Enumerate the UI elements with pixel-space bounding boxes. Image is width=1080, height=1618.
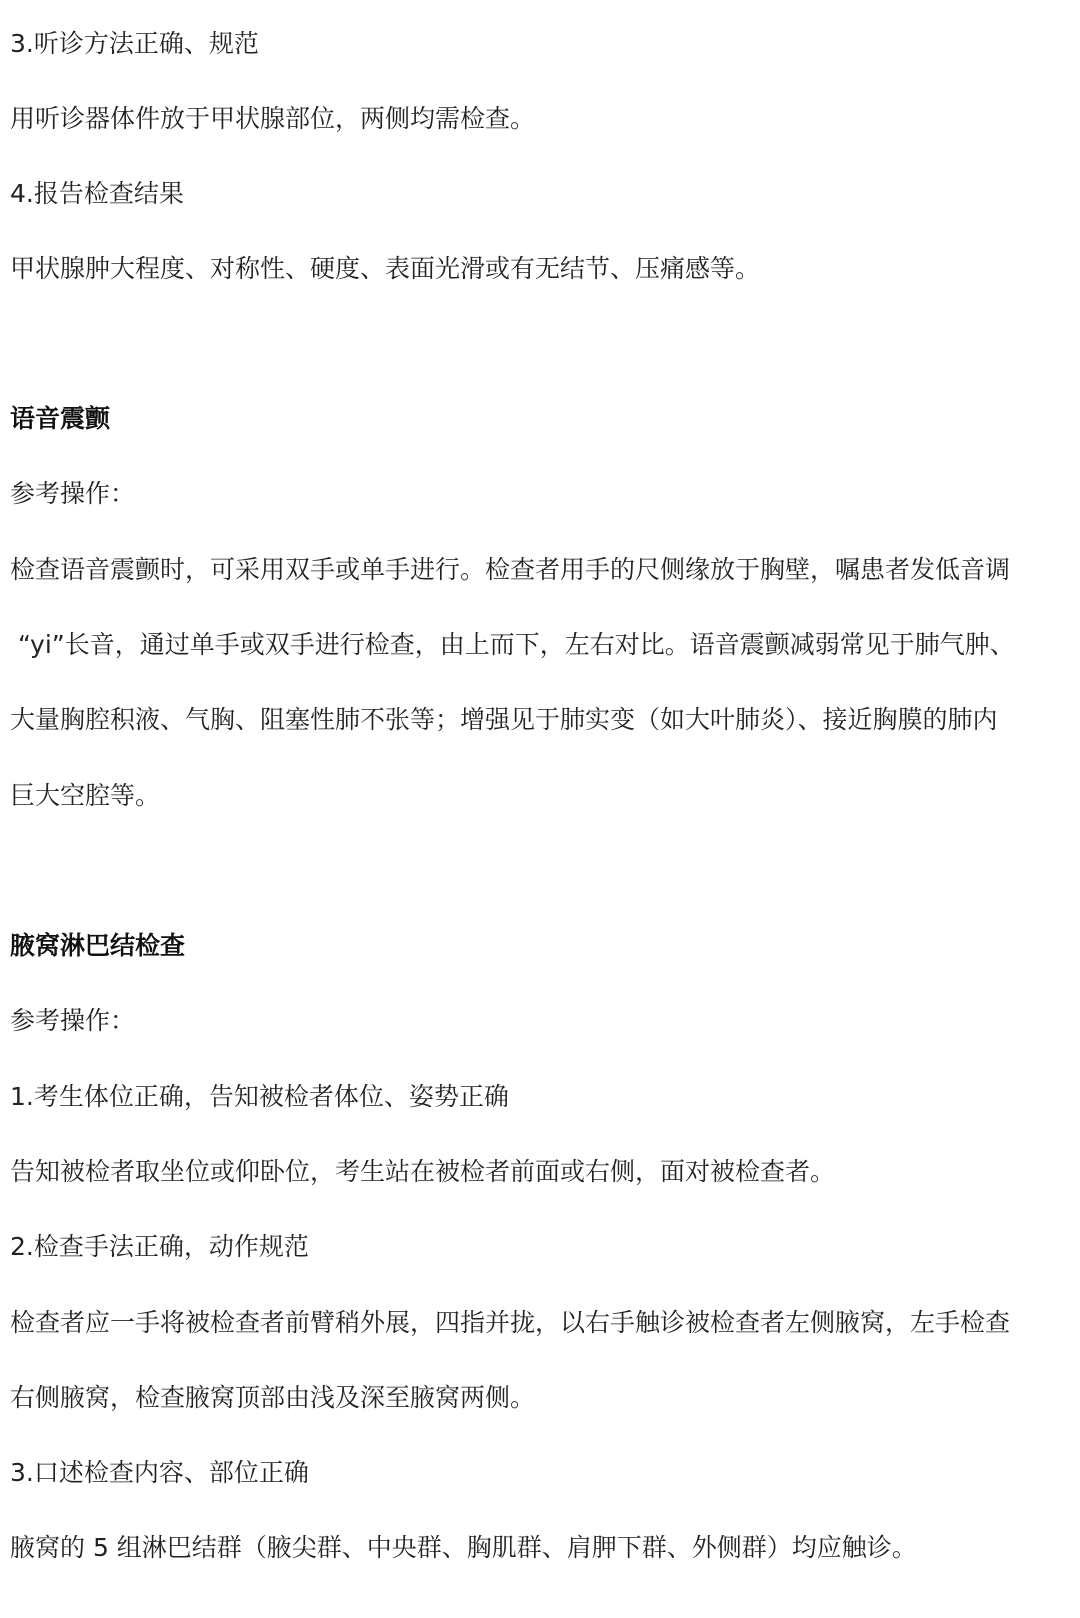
paragraph-line: “yi”长音，通过单手或双手进行检查，由上而下，左右对比。语音震颤减弱常见于肺气肿、	[18, 630, 1015, 659]
paragraph-line: 右侧腋窝，检查腋窝顶部由浅及深至腋窝两侧。	[10, 1383, 536, 1412]
paragraph-line: 用听诊器体件放于甲状腺部位，两侧均需检查。	[10, 104, 536, 133]
section-heading-axillary-lymph: 腋窝淋巴结检查	[10, 931, 186, 960]
paragraph-line: 检查语音震颤时，可采用双手或单手进行。检查者用手的尺侧缘放于胸壁，嘱患者发低音调	[10, 555, 1011, 584]
paragraph-line: 巨大空腔等。	[10, 781, 161, 810]
paragraph-line: 大量胸腔积液、气胸、阻塞性肺不张等；增强见于肺实变（如大叶肺炎）、接近胸膜的肺内	[10, 705, 998, 734]
paragraph-line: 检查者应一手将被检查者前臂稍外展，四指并拢，以右手触诊被检查者左侧腋窝，左手检查	[10, 1308, 1011, 1337]
paragraph-line: 告知被检者取坐位或仰卧位，考生站在被检者前面或右侧，面对被检查者。	[10, 1157, 836, 1186]
reference-label: 参考操作：	[10, 479, 136, 508]
paragraph-line: 甲状腺肿大程度、对称性、硬度、表面光滑或有无结节、压痛感等。	[10, 254, 761, 283]
step-heading-technique: 2.检查手法正确，动作规范	[10, 1232, 309, 1261]
step-heading-content: 3.口述检查内容、部位正确	[10, 1458, 309, 1487]
step-heading-report: 4.报告检查结果	[10, 179, 184, 208]
paragraph-line: 腋窝的 5 组淋巴结群（腋尖群、中央群、胸肌群、肩胛下群、外侧群）均应触诊。	[10, 1533, 917, 1562]
section-heading-vocal-fremitus: 语音震颤	[10, 404, 111, 433]
step-heading-position: 1.考生体位正确，告知被检者体位、姿势正确	[10, 1082, 509, 1111]
reference-label: 参考操作：	[10, 1006, 136, 1035]
step-heading-auscultation: 3.听诊方法正确、规范	[10, 29, 259, 58]
